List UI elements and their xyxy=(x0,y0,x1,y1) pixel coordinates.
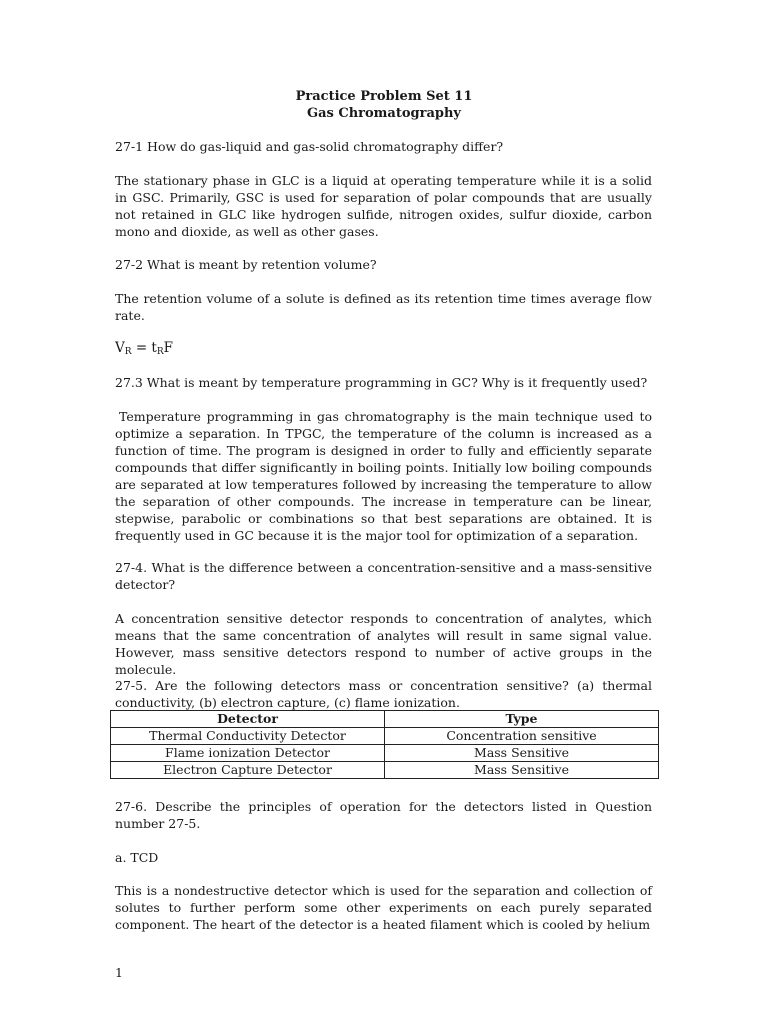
answer-27-4: A concentration sensitive detector responds to concentration of analytes, which means that the same concentration of analytes will result in same signal value. However, mass sensitive detectors respond to number of active groups in the molecule. xyxy=(115,611,652,677)
table-row xyxy=(111,745,659,762)
table-row xyxy=(111,728,659,745)
answer-27-1: The stationary phase in GLC is a liquid at operating temperature while it is a solid in GSC. Primarily, GSC is used for separation of polar compounds that are usually not retained in GLC like hydrogen sulfide, nitrogen oxides, sulfur dioxide, carbon mono and dioxide, as well as other gases. xyxy=(115,173,652,239)
table-cell-type: Concentration sensitive xyxy=(385,728,659,745)
table-header-row xyxy=(111,711,659,728)
detector-table xyxy=(110,710,659,779)
table-cell-detector: Flame ionization Detector xyxy=(111,745,385,762)
answer-27-6a: This is a nondestructive detector which is used for the separation and collection of solutes to further perform some other experiments on each purely separated component. The heart of the detector is a heated filament which is cooled by helium xyxy=(115,883,652,932)
document-subtitle: Gas Chromatography xyxy=(306,106,461,121)
table-header-detector: Detector xyxy=(111,711,385,728)
question-27-4: 27-4. What is the difference between a concentration-sensitive and a mass-sensitive detector? xyxy=(115,560,652,592)
table-cell-type: Mass Sensitive xyxy=(385,762,659,779)
title-block xyxy=(0,88,768,122)
question-27-5: 27-5. Are the following detectors mass or concentration sensitive? (a) thermal conductivity, (b) electron capture, (c) flame ionization. xyxy=(115,678,652,710)
document-title: Practice Problem Set 11 xyxy=(295,89,473,104)
question-27-1: 27-1 How do gas-liquid and gas-solid chromatography differ? xyxy=(115,139,504,154)
answer-27-3: Temperature programming in gas chromatography is the main technique used to optimize a separation. In TPGC, the temperature of the column is increased as a function of time. The program is designed in order to fully and efficiently separate compounds that differ significantly in boiling points. Initially low boiling compounds are separated at low temperatures followed by increasing the temperature to allow the separation of other compounds. The increase in temperature can be linear, stepwise, parabolic or combinations so that best separations are obtained. It is frequently used in GC because it is the major tool for optimization of a separation. xyxy=(115,409,652,543)
table-header-type: Type xyxy=(385,711,659,728)
question-27-2: 27-2 What is meant by retention volume? xyxy=(115,257,377,272)
table-cell-type: Mass Sensitive xyxy=(385,745,659,762)
table-row xyxy=(111,762,659,779)
page-number: 1 xyxy=(115,965,123,980)
table-cell-detector: Electron Capture Detector xyxy=(111,762,385,779)
question-27-3: 27.3 What is meant by temperature programming in GC? Why is it frequently used? xyxy=(115,375,648,390)
subheading-tcd: a. TCD xyxy=(115,850,159,865)
answer-27-2: The retention volume of a solute is defined as its retention time times average flow rate. xyxy=(115,291,652,323)
retention-volume-formula: $V_R = t_RF$ xyxy=(115,340,174,357)
question-27-6: 27-6. Describe the principles of operation for the detectors listed in Question number 27-5. xyxy=(115,799,652,831)
table-cell-detector: Thermal Conductivity Detector xyxy=(111,728,385,745)
